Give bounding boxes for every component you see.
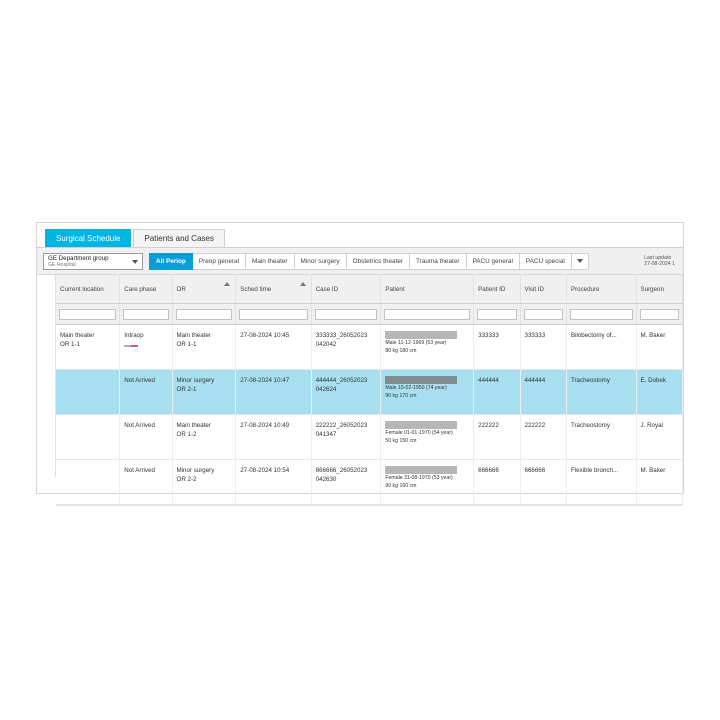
cell-patient <box>381 415 474 460</box>
patient-demographics: Female 31-08-1970 (53 year) <box>385 475 453 481</box>
filter-pacu-general[interactable]: PACU general <box>467 253 520 270</box>
patient-name-redacted <box>385 466 457 474</box>
column-header-current-location[interactable]: Current location <box>56 275 120 304</box>
filter-pacu-special[interactable]: PACU special <box>520 253 572 270</box>
department-name: GE Department group <box>48 254 109 262</box>
table-row[interactable] <box>56 415 683 460</box>
filter-input-procedure[interactable] <box>570 309 633 320</box>
or-line1: Minor surgery <box>176 467 215 474</box>
cell-or <box>172 415 236 460</box>
schedule-grid <box>56 275 683 489</box>
column-header-or-label: OR <box>176 285 186 293</box>
cell-current-location <box>56 460 120 505</box>
tab-bar <box>37 223 683 248</box>
column-header-case-id[interactable]: Case ID <box>311 275 381 304</box>
cell-patient <box>381 460 474 505</box>
department-sub: GE Hospital <box>48 261 76 268</box>
table-row[interactable] <box>56 370 683 415</box>
column-header-care-phase[interactable]: Care phase <box>120 275 172 304</box>
grid-area <box>37 275 683 489</box>
filter-main-theater[interactable]: Main theater <box>246 253 295 270</box>
cell-visit-id: 333333 <box>520 325 566 370</box>
care-phase-label: Not Arrived <box>124 377 155 384</box>
cell-current-location <box>56 325 120 370</box>
cell-patient <box>381 370 474 415</box>
case-id-line2: 041347 <box>315 431 337 438</box>
department-group-select[interactable] <box>43 253 143 270</box>
tab-patients-and-cases[interactable]: Patients and Cases <box>133 229 224 247</box>
last-update <box>644 255 677 268</box>
cell-care-phase <box>120 415 172 460</box>
case-id-line2: 042042 <box>315 341 337 348</box>
patient-measurements: 50 kg 150 cm <box>385 437 417 444</box>
column-header-patient-id[interactable]: Patient ID <box>474 275 520 304</box>
cell-surgeon: E. Dobek <box>636 370 682 415</box>
care-phase-label: Not Arrived <box>124 467 155 474</box>
filter-more-button[interactable] <box>572 253 589 270</box>
left-rail <box>37 275 56 477</box>
cell-or <box>172 460 236 505</box>
cell-procedure: Flexible bronch... <box>566 460 636 505</box>
column-header-visit-id[interactable]: Visit ID <box>520 275 566 304</box>
tab-surgical-schedule[interactable]: Surgical Schedule <box>45 229 131 247</box>
location-filter-group <box>149 253 589 270</box>
filter-input-case-id[interactable] <box>315 309 378 320</box>
case-id-line1: 444444_26052023 <box>315 377 368 384</box>
or-line1: Minor surgery <box>176 377 215 384</box>
care-phase-label: Not Arrived <box>124 422 155 429</box>
filter-input-care-phase[interactable] <box>123 309 168 320</box>
patient-measurements: 90 kg 160 cm <box>385 482 417 489</box>
filter-input-or[interactable] <box>176 309 233 320</box>
filter-input-current-location[interactable] <box>59 309 116 320</box>
sort-ascending-icon <box>300 282 306 286</box>
cell-patient-id: 222222 <box>474 415 520 460</box>
cell-current-location <box>56 415 120 460</box>
filter-input-surgeon[interactable] <box>640 309 679 320</box>
cell-procedure: Tracheostomy <box>566 370 636 415</box>
last-update-label: Last update <box>644 254 672 261</box>
cell-patient-id: 666666 <box>474 460 520 505</box>
cell-care-phase <box>120 460 172 505</box>
case-id-line2: 042624 <box>315 386 337 393</box>
cell-case-id <box>311 370 381 415</box>
filter-preop-general[interactable]: Preop general <box>193 253 246 270</box>
patient-name-redacted <box>385 421 457 429</box>
or-line2: OR 1-2 <box>176 431 197 438</box>
table-row[interactable] <box>56 460 683 505</box>
case-id-line1: 333333_26052023 <box>315 332 368 339</box>
patient-name-redacted <box>385 376 457 384</box>
patient-measurements: 80 kg 180 cm <box>385 347 417 354</box>
column-header-sched-time-label: Sched time <box>240 285 272 293</box>
patient-demographics: Female 01-01-1970 (54 year) <box>385 430 453 436</box>
cell-care-phase <box>120 370 172 415</box>
patient-demographics: Male 11-12-1969 (53 year) <box>385 340 447 346</box>
cell-sched-time: 27-08-2024 10:49 <box>236 415 311 460</box>
cell-or <box>172 370 236 415</box>
cell-or <box>172 325 236 370</box>
or-line2: OR 2-2 <box>176 476 197 483</box>
column-header-sched-time[interactable] <box>236 275 311 304</box>
cell-procedure: Bilobectomy of... <box>566 325 636 370</box>
cell-surgeon: M. Baker <box>636 460 682 505</box>
cell-patient-id: 333333 <box>474 325 520 370</box>
patient-demographics: Male 15-02-1950 (74 year) <box>385 385 447 391</box>
filter-trauma-theater[interactable]: Trauma theater <box>410 253 466 270</box>
or-line2: OR 1-1 <box>176 341 197 348</box>
or-line1: Main theater <box>176 332 211 339</box>
case-id-line2: 042630 <box>315 476 337 483</box>
table-row[interactable] <box>56 325 683 370</box>
case-id-line1: 666666_26052023 <box>315 467 368 474</box>
cell-current-location <box>56 370 120 415</box>
cell-case-id <box>311 325 381 370</box>
filter-input-patient-id[interactable] <box>477 309 516 320</box>
filter-all-periop[interactable]: All Periop <box>149 253 193 270</box>
chevron-down-icon <box>577 259 583 263</box>
current-location-line2: OR 1-1 <box>60 341 80 348</box>
or-line2: OR 2-1 <box>176 386 197 393</box>
column-header-surgeon[interactable]: Surgeon <box>636 275 682 304</box>
sort-ascending-icon <box>224 282 230 286</box>
filter-obstetrics-theater[interactable]: Obstetrics theater <box>347 253 410 270</box>
column-header-or[interactable] <box>172 275 236 304</box>
filter-input-visit-id[interactable] <box>524 309 563 320</box>
cell-case-id <box>311 415 381 460</box>
toolbar <box>37 248 683 275</box>
column-header-procedure[interactable]: Procedure <box>566 275 636 304</box>
cell-care-phase <box>120 325 172 370</box>
care-phase-label: Intraop <box>124 332 144 339</box>
filter-input-sched-time[interactable] <box>239 309 307 320</box>
grid-footer <box>56 505 683 528</box>
cell-visit-id: 666666 <box>520 460 566 505</box>
grid-header-row <box>56 275 683 304</box>
care-phase-progress-icon <box>124 345 138 347</box>
cell-patient-id: 444444 <box>474 370 520 415</box>
column-header-patient[interactable]: Patient <box>381 275 474 304</box>
last-update-time: 27-08-2024 1 <box>644 261 675 267</box>
grid-filter-row <box>56 304 683 325</box>
cell-procedure: Tracheostomy <box>566 415 636 460</box>
cell-visit-id: 444444 <box>520 370 566 415</box>
patient-measurements: 90 kg 170 cm <box>385 392 417 399</box>
filter-input-patient[interactable] <box>384 309 470 320</box>
cell-sched-time: 27-08-2024 10:54 <box>236 460 311 505</box>
or-line1: Main theater <box>176 422 211 429</box>
cell-case-id <box>311 460 381 505</box>
cell-visit-id: 222222 <box>520 415 566 460</box>
cell-patient <box>381 325 474 370</box>
chevron-down-icon <box>132 260 138 264</box>
filter-minor-surgery[interactable]: Minor surgery <box>295 253 347 270</box>
current-location-line1: Main theater <box>60 332 95 339</box>
cell-sched-time: 27-08-2024 10:45 <box>236 325 311 370</box>
cell-surgeon: J. Royal <box>636 415 682 460</box>
case-id-line1: 222222_26052023 <box>315 422 368 429</box>
cell-sched-time: 27-08-2024 10:47 <box>236 370 311 415</box>
surgical-schedule-window <box>36 222 684 494</box>
cell-surgeon: M. Baker <box>636 325 682 370</box>
patient-name-redacted <box>385 331 457 339</box>
